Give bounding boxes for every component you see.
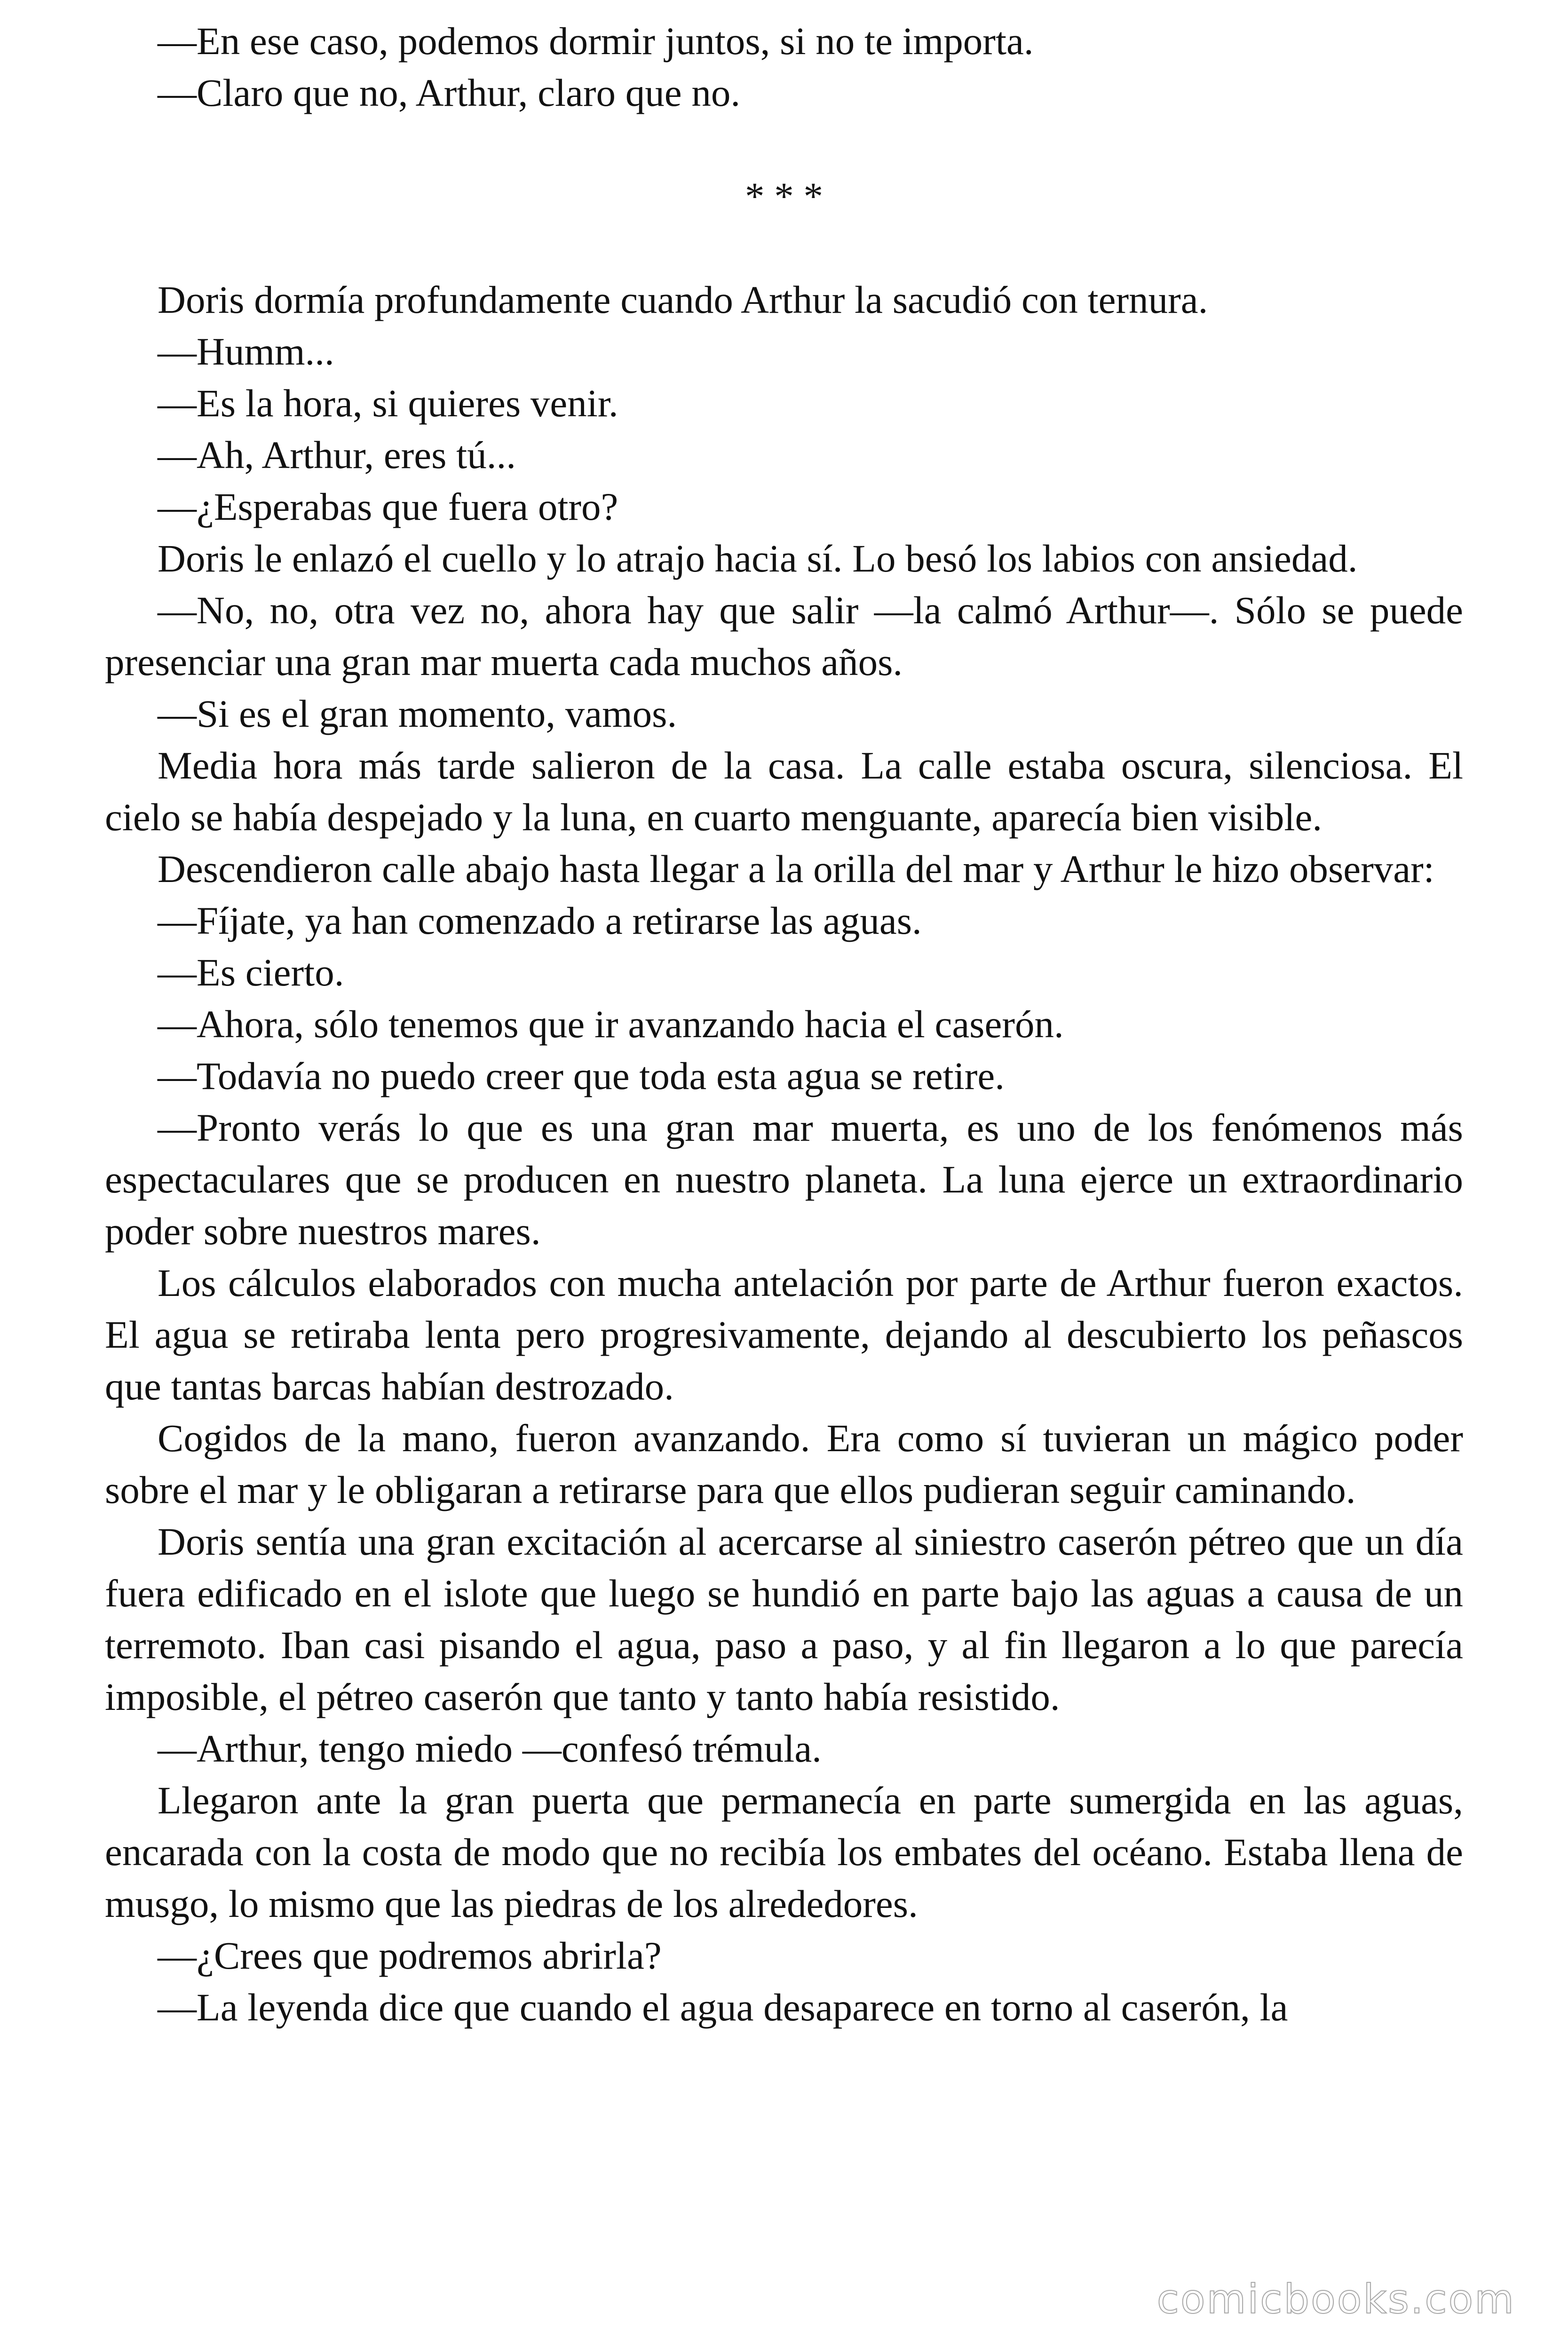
paragraph: Descendieron calle abajo hasta llegar a la orilla del mar y Arthur le hizo observar: [158,847,1434,890]
paragraph: —Todavía no puedo creer que toda esta agua se retire. [158,1054,1005,1097]
paragraph: Los cálculos elaborados con mucha antelación por parte de Arthur fueron exactos. El agua se retiraba lenta pero progresivamente, dejando al descubierto los peñascos que tantas barcas habían destrozado. [105,1261,1463,1408]
paragraph: Cogidos de la mano, fueron avanzando. Era como sí tuvieran un mágico poder sobre el mar y le obligaran a retirarse para que ellos pudieran seguir caminando. [105,1416,1463,1511]
paragraph: —Arthur, tengo miedo —confesó trémula. [158,1727,822,1770]
paragraph: —¿Crees que podremos abrirla? [158,1934,662,1977]
paragraph: —No, no, otra vez no, ahora hay que salir —la calmó Arthur—. Sólo se puede presenciar una gran mar muerta cada muchos años. [105,588,1463,683]
watermark-logo: comicbooks.com [1156,2276,1515,2323]
paragraph: Doris dormía profundamente cuando Arthur la sacudió con ternura. [158,278,1208,321]
paragraph: —Fíjate, ya han comenzado a retirarse las aguas. [158,899,922,942]
paragraph: —¿Esperabas que fuera otro? [158,485,618,528]
paragraph: —Claro que no, Arthur, claro que no. [158,71,741,114]
paragraph: Llegaron ante la gran puerta que permanecía en parte sumergida en las aguas, encarada con la costa de modo que no recibía los embates del océano. Estaba llena de musgo, lo mismo que las piedras de los alrededores. [105,1779,1463,1925]
paragraph: —Pronto verás lo que es una gran mar muerta, es uno de los fenómenos más espectaculares que se producen en nuestro planeta. La luna ejerce un extraordinario poder sobre nuestros mares. [105,1106,1463,1253]
paragraph: Media hora más tarde salieron de la casa. La calle estaba oscura, silenciosa. El cielo se había despejado y la luna, en cuarto menguante, aparecía bien visible. [105,744,1463,839]
paragraph: —Ah, Arthur, eres tú... [158,433,516,477]
paragraph: —La leyenda dice que cuando el agua desaparece en torno al caserón, la [158,1986,1288,2029]
paragraph: Doris le enlazó el cuello y lo atrajo hacia sí. Lo besó los labios con ansiedad. [158,537,1358,580]
body-text [105,15,1463,2033]
section-separator: * * * [745,175,823,218]
paragraph: —Es la hora, si quieres venir. [158,381,618,425]
paragraph: —Humm... [158,330,334,373]
paragraph: Doris sentía una gran excitación al acercarse al siniestro caserón pétreo que un día fuera edificado en el islote que luego se hundió en parte bajo las aguas a causa de un terremoto. Iban casi pisando el agua, paso a paso, y al fin llegaron a lo que parecía imposible, el pétreo caserón que tanto y tanto había resistido. [105,1520,1463,1718]
paragraph: —Si es el gran momento, vamos. [158,692,677,735]
paragraph: —Es cierto. [158,951,344,994]
paragraph: —Ahora, sólo tenemos que ir avanzando hacia el caserón. [158,1002,1064,1046]
paragraph: —En ese caso, podemos dormir juntos, si no te importa. [158,19,1034,63]
